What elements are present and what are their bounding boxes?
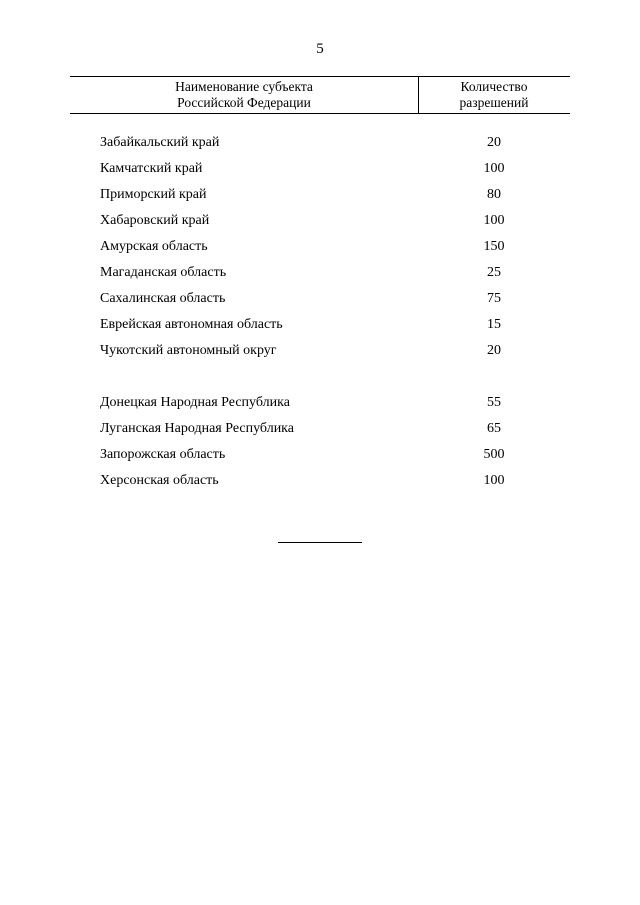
table-body [70,130,570,494]
table-row [70,338,570,364]
header-permit-count [418,79,570,111]
subject-name: Чукотский автономный округ [100,343,277,358]
subject-name: Херсонская область [100,473,219,488]
table-row [70,182,570,208]
subject-name: Камчатский край [100,161,203,176]
subject-name: Забайкальский край [100,135,220,150]
table-row [70,260,570,286]
permit-count: 500 [483,447,505,462]
permit-count: 100 [483,473,505,488]
table-row [70,234,570,260]
header-count-line-1: Количество [460,79,528,94]
end-of-document-rule [278,542,362,543]
table-group [70,130,570,364]
permit-count: 100 [483,213,505,228]
subject-name: Магаданская область [100,265,227,280]
table-row [70,130,570,156]
subject-name: Луганская Народная Республика [100,421,294,436]
permit-count: 20 [487,343,501,358]
header-subject-name [70,79,418,111]
permit-count: 150 [483,239,505,254]
permit-count: 75 [487,291,501,306]
subject-name: Запорожская область [100,447,226,462]
header-subject-line-2: Российской Федерации [177,95,311,110]
permits-table [70,76,570,494]
subject-name: Хабаровский край [100,213,210,228]
permit-count: 55 [487,395,501,410]
subject-name: Амурская область [100,239,208,254]
table-row [70,390,570,416]
table-row [70,468,570,494]
permit-count: 80 [487,187,501,202]
permit-count: 100 [483,161,505,176]
permit-count: 65 [487,421,501,436]
table-row [70,208,570,234]
permit-count: 25 [487,265,501,280]
table-row [70,416,570,442]
table-row [70,156,570,182]
subject-name: Сахалинская область [100,291,226,306]
subject-name: Донецкая Народная Республика [100,395,290,410]
subject-name: Еврейская автономная область [100,317,283,332]
table-row [70,312,570,338]
table-header [70,76,570,114]
table-row [70,442,570,468]
permit-count: 20 [487,135,501,150]
page-number: 5 [316,41,324,57]
table-group [70,390,570,494]
permit-count: 15 [487,317,501,332]
table-row [70,286,570,312]
header-count-line-2: разрешений [459,95,529,110]
subject-name: Приморский край [100,187,207,202]
header-subject-line-1: Наименование субъекта [175,79,313,94]
